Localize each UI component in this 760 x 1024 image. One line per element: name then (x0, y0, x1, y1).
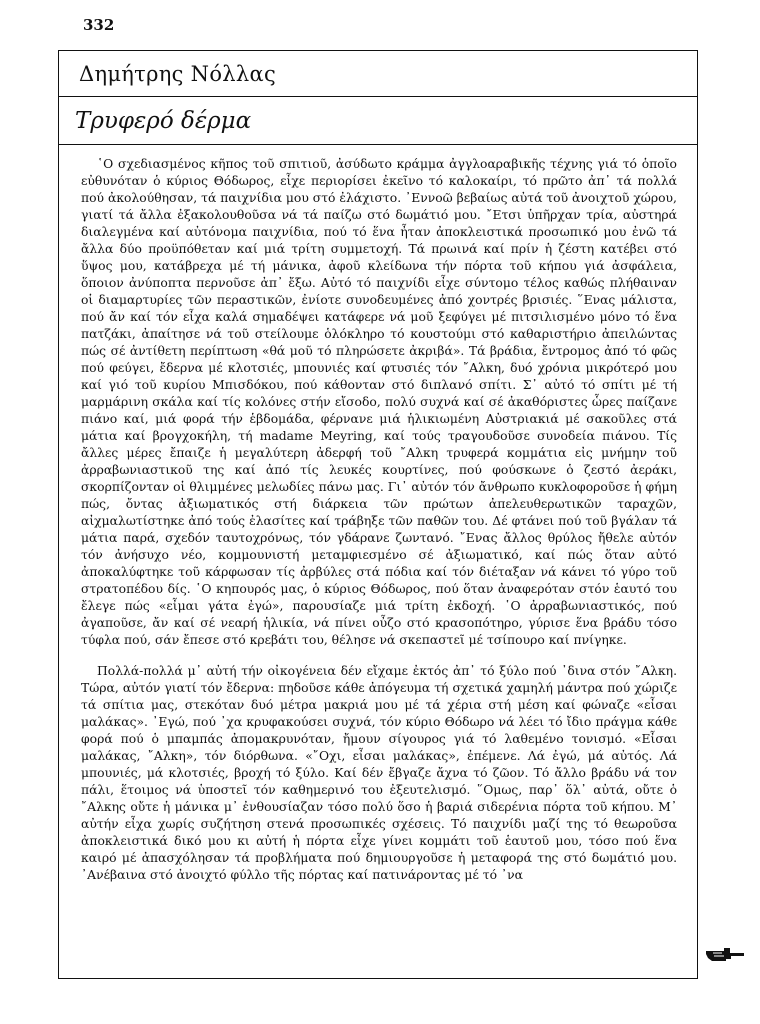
paragraph-1: ῾Ο σχεδιασμένος κῆπος τοῦ σπιτιοῦ, ἀσύδωτο κράμμα ἀγγλοαραβικῆς τέχνης γιά τό ὁποῖο εὐθυνόταν ὁ κύριος Θόδωρος, εἶχε περιορίσει ἐκεῖνο τό καλοκαίρι, τό πρῶτο ἀπ᾿ τά πολλά πού ἀκολούθησαν, τά παιχνίδια μου στό ἐλάχιστο. ᾿Εννοῶ βεβαίως αὐτά τοῦ ἀνοιχτοῦ χώρου, γιατί τά ἄλλα ἐξακολουθοῦσα νά τά παίζω στό δωμάτιό μου. ῎Ετσι ὑπῆρχαν τρία, αὐστηρά διαλεγμένα καί αὐτόνομα παιχνίδια, πού τό ἕνα ἦταν ἀποκλειστικά προσωπικό μου ἐνῶ τά ἄλλα δύο προϋπόθεταν καί μιά τρίτη συμμετοχή. Τά πρωινά καί πρίν ἡ ζέστη κατέβει στό ὕψος μου, κατάβρεχα μέ τή μάνικα, ἀφοῦ κλείδωνα τήν πόρτα τοῦ κήπου γιά ἀσφάλεια, ὅποιον ἀνύποπτα περνοῦσε ἀπ᾿ ἔξω. Αὐτό τό παιχνίδι εἶχε σύντομο τέλος καθώς πλήθαιναν οἱ διαμαρτυρίες τῶν περαστικῶν, ἐνίοτε συνοδευμένες ἀπό χοντρές βρισιές. ῞Ενας μάλιστα, πού ἄν καί τόν εἶχα καλά σημαδέψει κατάφερε νά μοῦ ξεφύγει μέ πιτσιλισμένο μόνο τό ἕνα πατζάκι, ἀπαίτησε νά τοῦ στείλουμε ὁλόκληρο τό κουστούμι στό καθαριστήριο ἀπειλώντας πώς σέ ἀντίθετη περίπτωση «θά μοῦ τό πληρώσετε ἀκριβά». Τά βράδια, ἔντρομος ἀπό τό φῶς πού φεύγει, ἔδερνα μέ κλοτσιές, μπουνιές καί φτυσιές τόν ῎Αλκη, δυό χρόνια μικρότερό μου καί γιό τοῦ κυρίου Μπισδόκου, πού κάθονταν στό διπλανό σπίτι. Σ᾿ αὐτό τό σπίτι μέ τή μαρμάρινη σκάλα καί τίς κολόνες στήν εἴσοδο, πολύ συχνά καί σέ ἀκαθόριστες ὧρες παίζανε πιάνο καί, μιά φορά τήν ἑβδομάδα, φέρνανε μιά ἡλικιωμένη Αὐστριακιά μέ σακοῦλες στά μάτια καί βρογχοκήλη, τή madame Meyring, καί τούς τραγουδοῦσε συνοδεία πιάνου. Τίς ἄλλες μέρες ἔπαιζε ἡ μεγαλύτερη ἀδερφή τοῦ ῎Αλκη τρυφερά κομμάτια εἰς μνήμην τοῦ ἀρραβωνιαστικοῦ της καί ἀπό τίς λευκές κουρτίνες, πού φούσκωνε ὁ ζεστό ἀεράκι, σκορπίζονταν οἱ θλιμμένες μελωδίες πάνω μας. Γι᾿ αὐτόν τόν ἄνθρωπο κυκλοφοροῦσε ἡ φήμη πώς, ὄντας ἀξιωματικός στή διάρκεια τῶν πρώτων ἀπελευθερωτικῶν ταραχῶν, αἰχμαλωτίστηκε ἀπό τούς ἐλασίτες καί τράβηξε τῶν παθῶν του. Δέ φτάνει πού τοῦ βγάλαν τά μάτια παρά, σχεδόν ταυτοχρόνως, τόν γδάρανε ζωντανό. ῎Ενας ἄλλος θρύλος ἤθελε αὐτόν τόν ἀνήσυχο νέο, κομμουνιστή μεταμφιεσμένο σέ ἀξιωματικό, καί πώς ὅταν αὐτό ἀποκαλύφτηκε τοῦ κάρφωσαν τίς ἀρβύλες στά πόδια καί τόν διέταξαν νά κάνει τό γύρο τοῦ στρατοπέδου δίς. ῾Ο κηπουρός μας, ὁ κύριος Θόδωρος, πού ὅταν ἀναφερόταν στόν ἑαυτό του ἔλεγε πώς «εἶμαι γάτα ἐγώ», παρουσίαζε μιά τρίτη ἐκδοχή. ῾Ο ἀρραβωνιαστικός, πού ἀγαποῦσε, ἄν καί σέ νεαρή ἡλικία, νά πίνει οὖζο στό κρασοπότηρο, γύρισε ἕνα βράδυ τόσο τύφλα πού, σάν ἔπεσε στό κρεβάτι του, θέλησε νά σκεπαστεῖ μέ τσίπουρο καί πνίγηκε. (81, 157, 677, 647)
author-name: Δημήτρης Νόλλας (79, 62, 277, 86)
author-header (59, 51, 697, 97)
story-title: Τρυφερό δέρμα (75, 108, 252, 134)
title-header (59, 97, 697, 145)
page-number: 332 (83, 16, 115, 34)
paragraph-2: Πολλά-πολλά μ᾿ αὐτή τήν οἰκογένεια δέν εἴχαμε ἐκτός ἀπ᾿ τό ξύλο πού ᾿δινα στόν ῎Αλκη. Τώρα, αὐτόν γιατί τόν ἔδερνα: πηδοῦσε κάθε ἀπόγευμα τή σχετικά χαμηλή μάντρα πού χώριζε τά σπίτια μας, στεκόταν δυό μέτρα μακριά μου μέ τά χέρια στή μέση καί φώναζε «εἶσαι μαλάκας». ᾿Εγώ, πού ᾿χα κρυφακούσει συχνά, τόν κύριο Θόδωρο νά λέει τό ἴδιο πράγμα κάθε φορά πού ὁ μπαμπάς ἀπομακρυνόταν, ἤμουν σίγουρος γιά τό λαθεμένο τονισμό. «Εἶσαι μαλάκας, ῎Αλκη», τόν διόρθωνα. «῎Οχι, εἶσαι μαλάκας», ἐπέμενε. Λά ἐγώ, μά αὐτός. Λά μπουνιές, μά κλοτσιές, βροχή τό ξύλο. Καί δέν ἔβγαζε ἄχνα τό ζῶον. Τό ἄλλο βράδυ νά τον πάλι, ἕτοιμος νά ὑποστεῖ τόν καθημερινό του ἐξευτελισμό. ῞Ομως, παρ᾿ ὅλ᾿ αὐτά, οὔτε ὁ ῎Αλκης οὔτε ἡ μάνικα μ᾿ ἐνθουσίαζαν τόσο πολύ ὅσο ἡ βαριά σιδερένια πόρτα τοῦ κήπου. Μ᾿ αὐτήν εἶχα χωρίς συζήτηση στενά προσωπικές σχέσεις. Τό παιχνίδι μαζί της τό θεωροῦσα ἀποκλειστικά δικό μου κι αὐτή ἡ πόρτα εἶχε γίνει κομμάτι τοῦ ἑαυτοῦ μου, τόσο πού ἕνα καιρό μέ ἀπασχόλησαν τά προβλήματα πού δημιουργοῦσε ἡ μεταφορά της στό δωμάτιό μου. ᾿Ανέβαινα στό ἀνοιχτό φύλλο τῆς πόρτας καί πατινάροντας μέ τό ᾿να (81, 664, 677, 882)
pointing-hand-icon (704, 944, 746, 964)
story-frame (58, 50, 698, 979)
story-text (81, 156, 677, 884)
